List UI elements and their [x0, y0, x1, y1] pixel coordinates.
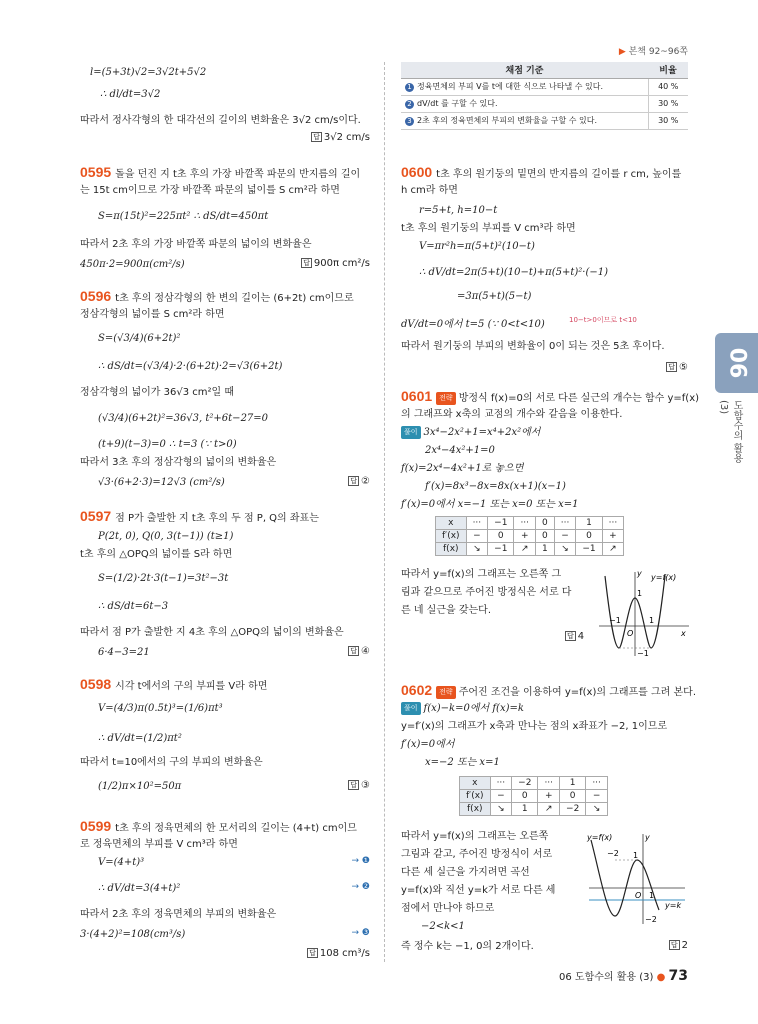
answer: 108 cm³/s: [319, 948, 370, 959]
text-line: 는 15t cm이므로 가장 바깥쪽 파문의 넓이를 S cm²라 하면: [80, 185, 340, 196]
text-line: 시각 t에서의 구의 부피를 V라 하면: [115, 681, 268, 692]
x-tick: 1: [649, 616, 655, 625]
eq-line: S=(√3/4)(6+2t)²: [98, 333, 181, 344]
eq-line: ∴ dS/dt=6t−3: [98, 601, 169, 612]
eq-line: ∴ dS/dt=(√3/4)·2·(6+2t)·2=√3(6+2t): [98, 361, 283, 372]
column-divider: [384, 62, 385, 962]
arrow-icon: ▶: [618, 47, 626, 57]
text-line: 따라서 정사각형의 한 대각선의 길이의 변화율은 3√2 cm/s이다.: [80, 115, 361, 126]
table-cell: +: [538, 790, 560, 803]
footer-chapter: 06 도함수의 활용 (3): [559, 972, 654, 983]
sign-table: [459, 776, 608, 816]
table-cell: 0: [560, 790, 586, 803]
curve-label: y=f(x): [587, 833, 613, 842]
strategy-tag: 전략: [436, 392, 456, 405]
eq-line: f(x)−k=0에서 f(x)=k: [423, 703, 524, 714]
eq-line: (t+9)(t−3)=0 ∴ t=3 (∵ t>0): [98, 439, 237, 450]
eq-line: r=5+t, h=10−t: [419, 205, 498, 216]
table-cell: −: [554, 530, 576, 543]
problem-number: 0599: [80, 818, 112, 834]
eq-line: (√3/4)(6+2t)²=36√3, t²+6t−27=0: [98, 413, 269, 424]
answer: 900π cm²/s: [313, 258, 370, 269]
eq-line: ∴ dV/dt=(1/2)πt²: [98, 733, 182, 744]
criteria-number-icon: 1: [405, 83, 414, 92]
table-cell: ↗: [602, 543, 624, 556]
text-line: 른 네 실근을 갖는다.: [401, 605, 491, 616]
table-cell: ↘: [554, 543, 576, 556]
table-cell: x: [460, 777, 491, 790]
answer-icon: 답: [567, 632, 574, 640]
curve: [591, 840, 659, 916]
chapter-label: 도함수의 활용 (3): [718, 400, 742, 464]
criteria-header: 채점 기준: [401, 62, 648, 78]
page-ref: 본책 92~96쪽: [628, 47, 688, 57]
text-line: 의 그래프와 x축의 교점의 개수와 같음을 이용한다.: [401, 409, 623, 420]
text-line: 따라서 2초 후의 정육면체의 부피의 변화율은: [80, 909, 277, 920]
answer: 3√2 cm/s: [323, 132, 370, 143]
answer-icon: 답: [670, 941, 678, 949]
text-line: 정삼각형의 넓이가 36√3 cm²일 때: [80, 387, 235, 398]
eq-line: −2<k<1: [421, 921, 465, 932]
criteria-text: 정육면체의 부피 V를 t에 대한 식으로 나타낼 수 있다.: [417, 82, 604, 91]
x-tick: −2: [607, 849, 619, 858]
y-tick: 1: [637, 589, 643, 598]
table-cell: ↘: [490, 803, 512, 816]
problem-number: 0597: [80, 508, 112, 524]
eq-line: V=πr²h=π(5+t)²(10−t): [419, 241, 535, 252]
answer-icon: 답: [309, 949, 316, 957]
line-label: y=k: [665, 901, 682, 910]
table-cell: f(x): [460, 803, 491, 816]
text-line: 따라서 t=10에서의 구의 부피의 변화율은: [80, 757, 263, 768]
eq-line: √3·(6+2·3)=12√3 (cm²/s): [98, 477, 225, 488]
text-line: 그림과 같고, 주어진 방정식이 서로: [401, 849, 553, 860]
text-line: 림과 같으므로 주어진 방정식은 서로 다: [401, 587, 572, 598]
answer: ⑤: [679, 362, 688, 373]
table-cell: ↘: [586, 803, 608, 816]
table-cell: −2: [560, 803, 586, 816]
chapter-number: 06: [724, 347, 750, 379]
eq-line: 6·4−3=21: [98, 647, 150, 658]
eq-line: f′(x)=8x³−8x=8x(x+1)(x−1): [425, 481, 566, 492]
text-line: 방정식 f(x)=0의 서로 다른 실근의 개수는 함수 y=f(x): [458, 393, 700, 404]
curve-label: y=f(x): [651, 573, 677, 582]
problem-number: 0601: [401, 388, 433, 404]
graph-0602: [585, 830, 689, 926]
answer: ④: [361, 646, 370, 657]
table-cell: 1: [512, 803, 538, 816]
table-cell: 0: [512, 790, 538, 803]
text-line: 돌을 던진 지 t초 후의 가장 바깥쪽 파문의 반지름의 길이: [115, 169, 361, 180]
y-label: y: [637, 569, 642, 578]
table-cell: x: [436, 517, 467, 530]
table-cell: ↗: [538, 803, 560, 816]
table-row: [436, 543, 624, 556]
eq-line: 3x⁴−2x²+1=x⁴+2x²에서: [423, 427, 541, 438]
table-cell: ···: [466, 517, 488, 530]
text-line: y=f(x)와 직선 y=k가 서로 다른 세: [401, 885, 556, 896]
problem-number: 0600: [401, 164, 433, 180]
eq-line: f(x)=2x⁴−4x²+1로 놓으면: [401, 463, 524, 474]
table-cell: 1: [576, 517, 602, 530]
answer-icon: 답: [313, 133, 320, 141]
table-cell: 1: [536, 543, 555, 556]
answer-icon: 답: [350, 647, 358, 655]
table-cell: −2: [512, 777, 538, 790]
eq-line: S=(1/2)·2t·3(t−1)=3t²−3t: [98, 573, 229, 584]
text-line: 정삼각형의 넓이를 S cm²라 하면: [80, 309, 225, 320]
table-cell: 0: [488, 530, 514, 543]
table-cell: ···: [538, 777, 560, 790]
text-line: 따라서 y=f(x)의 그래프는 오른쪽 그: [401, 569, 562, 580]
origin-label: O: [627, 629, 634, 638]
answer: 2: [681, 940, 688, 951]
table-row: [460, 803, 608, 816]
eq-line: f′(x)=0에서 x=−1 또는 x=0 또는 x=1: [401, 499, 579, 510]
problem-number: 0596: [80, 288, 112, 304]
table-cell: ···: [602, 517, 624, 530]
eq-line: f′(x)=0에서: [401, 739, 455, 750]
text-line: t초 후의 원기둥의 부피를 V cm³라 하면: [401, 223, 576, 234]
answer: ③: [361, 780, 370, 791]
solution-tag: 풀이: [401, 426, 421, 439]
text-line: t초 후의 정육면체의 한 모서리의 길이는 (4+t) cm이므: [115, 823, 357, 834]
text-line: t초 후의 원기둥의 밑면의 반지름의 길이를 r cm, 높이를: [436, 169, 682, 180]
page-number: 73: [668, 968, 688, 984]
text-line: y=f′(x)의 그래프가 x축과 만나는 점의 x좌표가 −2, 1이므로: [401, 721, 668, 732]
step-marker: → ❶: [351, 856, 370, 866]
criteria-ratio: 30 %: [648, 112, 688, 129]
chapter-tab: [715, 333, 758, 393]
text-line: 따라서 점 P가 출발한 지 4초 후의 △OPQ의 넓이의 변화율은: [80, 627, 344, 638]
problem-number: 0595: [80, 164, 112, 180]
criteria-text: dV/dt 를 구할 수 있다.: [417, 99, 498, 108]
eq-line: dV/dt=0에서 t=5 (∵ 0<t<10): [401, 319, 545, 330]
table-cell: 0: [576, 530, 602, 543]
table-row: [436, 530, 624, 543]
eq-line: S=π(15t)²=225πt² ∴ dS/dt=450πt: [98, 211, 269, 222]
eq-line: ∴ dV/dt=2π(5+t)(10−t)+π(5+t)²·(−1): [419, 267, 608, 278]
x-label: x: [681, 629, 686, 638]
text-line: 따라서 2초 후의 가장 바깥쪽 파문의 넓이의 변화율은: [80, 239, 312, 250]
table-cell: ···: [586, 777, 608, 790]
x-tick: −1: [609, 616, 621, 625]
table-cell: −1: [488, 517, 514, 530]
step-marker: → ❸: [351, 928, 370, 938]
problem-number: 0602: [401, 682, 433, 698]
table-cell: +: [514, 530, 536, 543]
eq-line: 2x⁴−4x²+1=0: [425, 445, 495, 456]
page-ref-header: [619, 44, 688, 57]
text-line: 다른 세 실근을 가지려면 곡선: [401, 867, 530, 878]
text-line: 점 P가 출발한 지 t초 후의 두 점 P, Q의 좌표는: [115, 513, 319, 524]
table-cell: ···: [554, 517, 576, 530]
criteria-ratio: 40 %: [648, 78, 688, 95]
footer: [559, 968, 688, 984]
text-line: 따라서 원기둥의 부피의 변화율이 0이 되는 것은 5초 후이다.: [401, 341, 665, 352]
eq-line: ∴ dV/dt=3(4+t)²: [98, 883, 181, 894]
eq-line: ∴ dl/dt=3√2: [100, 89, 161, 100]
table-cell: −: [586, 790, 608, 803]
answer-icon: 답: [668, 363, 676, 371]
table-cell: −1: [576, 543, 602, 556]
text-line: 즉 정수 k는 −1, 0의 2개이다.: [401, 941, 534, 952]
note: 10−t>0이므로 t<10: [569, 316, 637, 324]
text-line: 주어진 조건을 이용하여 y=f(x)의 그래프를 그려 본다.: [458, 687, 697, 698]
y-label: y: [645, 833, 650, 842]
table-cell: −1: [488, 543, 514, 556]
criteria-ratio: 30 %: [648, 95, 688, 112]
table-cell: ↗: [514, 543, 536, 556]
table-cell: f′(x): [436, 530, 467, 543]
table-cell: 0: [536, 530, 555, 543]
y-tick: 1: [633, 851, 639, 860]
y-tick: −2: [645, 915, 657, 924]
text-line: t초 후의 △OPQ의 넓이를 S라 하면: [80, 549, 233, 560]
text-line: 따라서 y=f(x)의 그래프는 오른쪽: [401, 831, 549, 842]
table-cell: −: [466, 530, 488, 543]
answer: ②: [361, 476, 370, 487]
eq-line: P(2t, 0), Q(0, 3(t−1)) (t≥1): [98, 531, 234, 542]
dot-icon: ●: [656, 972, 666, 983]
criteria-number-icon: 3: [405, 117, 414, 126]
table-row: [436, 517, 624, 530]
table-cell: f(x): [436, 543, 467, 556]
criteria-number-icon: 2: [405, 100, 414, 109]
text-line: h cm라 하면: [401, 185, 458, 196]
problem-number: 0598: [80, 676, 112, 692]
eq-line: x=−2 또는 x=1: [425, 757, 500, 768]
sign-table: [435, 516, 624, 556]
eq-line: V=(4+t)³: [98, 857, 145, 868]
eq-line: =3π(5+t)(5−t): [457, 291, 532, 302]
table-row: [460, 790, 608, 803]
eq-line: V=(4/3)π(0.5t)³=(1/6)πt³: [98, 703, 223, 714]
x-tick: 1: [649, 891, 655, 900]
eq-line: l=(5+3t)√2=3√2t+5√2: [90, 67, 207, 78]
text-line: 점에서 만나야 하므로: [401, 903, 495, 914]
answer-icon: 답: [350, 477, 358, 485]
graph-0601: [595, 568, 693, 660]
table-cell: ···: [514, 517, 536, 530]
answer-icon: 답: [350, 781, 358, 789]
table-row: [460, 777, 608, 790]
eq-line: (1/2)π×10²=50π: [98, 781, 182, 792]
text-line: t초 후의 정삼각형의 한 변의 길이는 (6+2t) cm이므로: [115, 293, 354, 304]
solution-tag: 풀이: [401, 702, 421, 715]
y-tick: −1: [637, 649, 649, 658]
origin-label: O: [635, 891, 642, 900]
text-line: 따라서 3초 후의 정삼각형의 넓이의 변화율은: [80, 457, 277, 468]
step-marker: → ❷: [351, 882, 370, 892]
table-cell: f′(x): [460, 790, 491, 803]
ratio-header: 비율: [648, 62, 688, 78]
criteria-text: 2초 후의 정육면체의 부피의 변화율을 구할 수 있다.: [417, 116, 597, 125]
eq-line: 450π·2=900π(cm²/s): [80, 259, 185, 270]
table-cell: 1: [560, 777, 586, 790]
strategy-tag: 전략: [436, 686, 456, 699]
table-cell: 0: [536, 517, 555, 530]
eq-line: 3·(4+2)²=108(cm³/s): [80, 929, 186, 940]
scoring-criteria-table: [401, 62, 688, 130]
table-cell: +: [602, 530, 624, 543]
text-line: 로 정육면체의 부피를 V cm³라 하면: [80, 839, 238, 850]
table-cell: −: [490, 790, 512, 803]
table-cell: ···: [490, 777, 512, 790]
table-cell: ↘: [466, 543, 488, 556]
answer-icon: 답: [303, 259, 310, 267]
answer: 4: [577, 631, 585, 642]
